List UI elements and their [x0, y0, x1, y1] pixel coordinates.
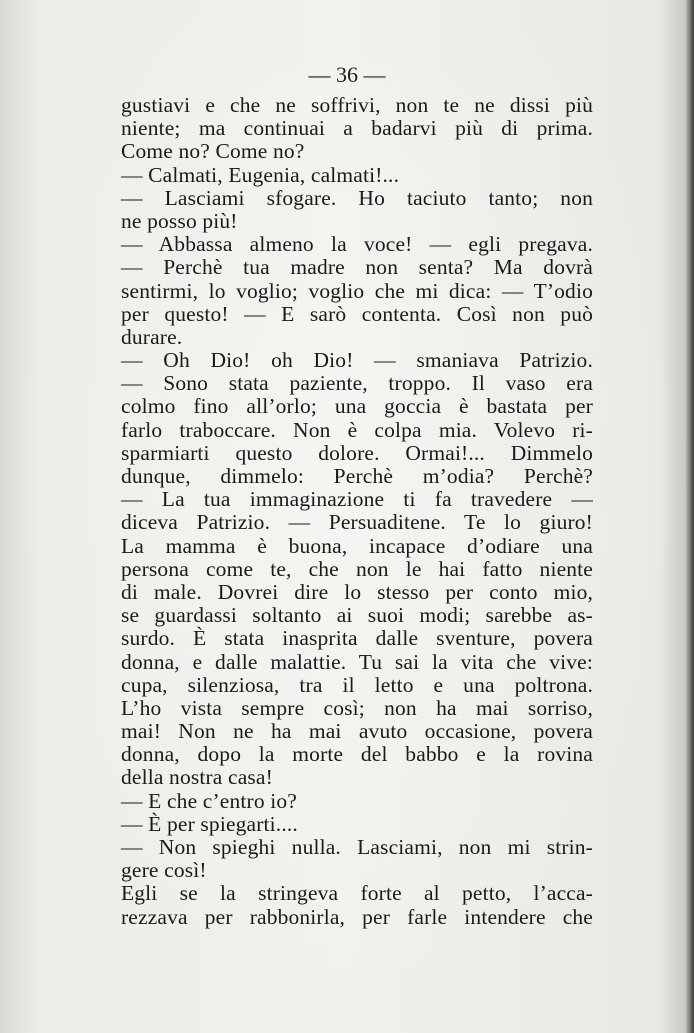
text-line: — Lasciami sfogare. Ho taciuto tanto; non	[121, 185, 593, 210]
text-line: — È per spiegarti....	[121, 811, 298, 836]
text-line: cupa, silenziosa, tra il letto e una poltrona.	[121, 672, 593, 697]
text-line: sentirmi, lo voglio; voglio che mi dica: — T’odio	[121, 278, 593, 303]
text-line: L’ho vista sempre così; non ha mai sorriso,	[121, 695, 593, 720]
text-line: donna, dopo la morte del babbo e la rovina	[121, 742, 593, 767]
text-line: donna, e dalle malattie. Tu sai la vita che vive:	[121, 649, 593, 674]
body-text	[121, 94, 593, 929]
page-number: — 36 —	[308, 62, 386, 87]
text-line: diceva Patrizio. — Persuaditene. Te lo giuro!	[121, 510, 593, 535]
text-line: — E che c’entro io?	[121, 788, 297, 813]
text-line: — Oh Dio! oh Dio! — smaniava Patrizio.	[121, 348, 593, 373]
text-line: colmo fino all’orlo; una goccia è bastata per	[121, 394, 593, 419]
text-line: Egli se la stringeva forte al petto, l’acca-	[121, 881, 593, 906]
text-line: ne posso più!	[121, 208, 238, 233]
text-line: mai! Non ne ha mai avuto occasione, povera	[121, 719, 593, 744]
text-line: niente; ma continuai a badarvi più di prima.	[121, 116, 593, 141]
text-line: se guardassi soltanto ai suoi modi; sarebbe as-	[121, 603, 593, 628]
text-line: — Perchè tua madre non senta? Ma dovrà	[121, 255, 593, 280]
page-edge-shadow	[686, 0, 694, 1033]
text-line: gere così!	[121, 858, 207, 883]
text-line: della nostra casa!	[121, 765, 273, 790]
text-line: sparmiarti questo dolore. Ormai!... Dimmelo	[121, 440, 593, 465]
text-line: per questo! — E sarò contenta. Così non può	[121, 301, 593, 326]
text-line: surdo. È stata inasprita dalle sventure, povera	[121, 626, 593, 651]
text-line: La mamma è buona, incapace d’odiare una	[121, 533, 593, 558]
text-line: farlo traboccare. Non è colpa mia. Volevo ri-	[121, 417, 593, 442]
text-line: di male. Dovrei dire lo stesso per conto mio,	[121, 579, 593, 604]
text-line: — Non spieghi nulla. Lasciami, non mi strin-	[121, 835, 593, 859]
text-line: — La tua immaginazione ti fa travedere —	[121, 487, 593, 512]
text-line: durare.	[121, 324, 183, 349]
text-line: — Sono stata paziente, troppo. Il vaso era	[121, 371, 593, 396]
text-line: dunque, dimmelo: Perchè m’odia? Perchè?	[121, 464, 593, 488]
text-line: Come no? Come no?	[121, 139, 305, 164]
text-line: persona come te, che non le hai fatto niente	[121, 556, 593, 581]
text-line: — Calmati, Eugenia, calmati!...	[121, 162, 400, 187]
text-line: — Abbassa almeno la voce! — egli pregava.	[121, 232, 593, 257]
text-line: gustiavi e che ne soffrivi, non te ne dissi più	[121, 93, 593, 117]
text-line: rezzava per rabbonirla, per farle intendere che	[121, 904, 593, 929]
